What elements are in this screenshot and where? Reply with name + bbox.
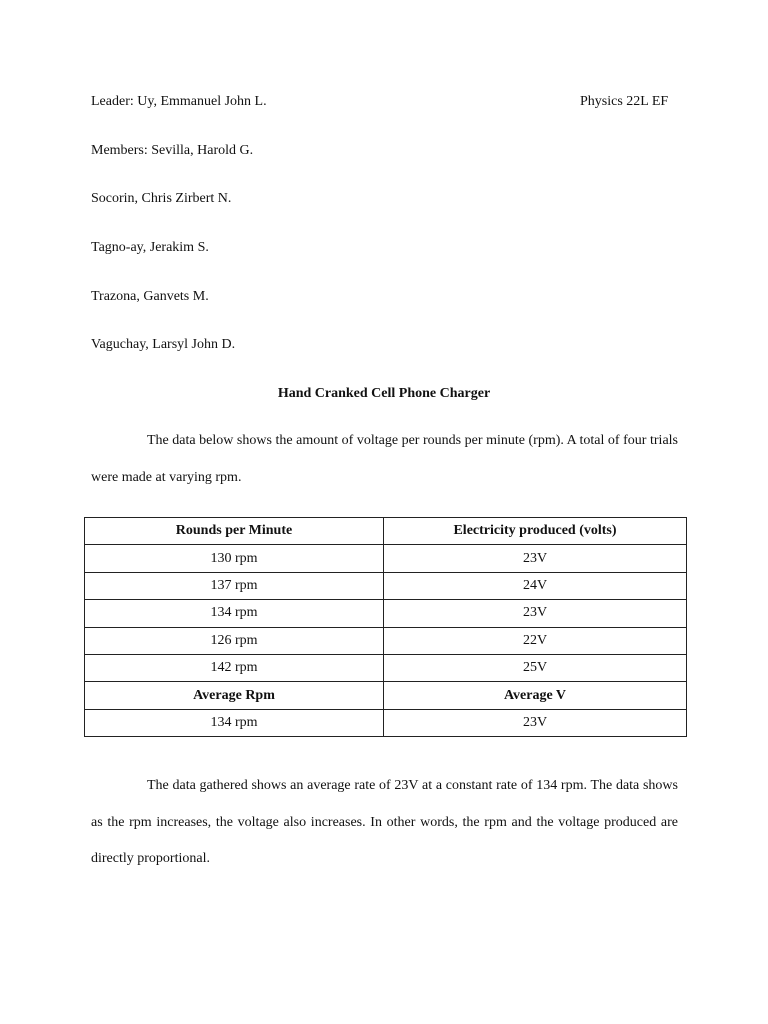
table-summary-header-row — [85, 682, 687, 709]
member-line: Tagno-ay, Jerakim S. — [91, 240, 209, 255]
table-cell-rpm: 134 rpm — [85, 600, 384, 627]
data-table — [84, 517, 687, 737]
intro-paragraph — [91, 423, 678, 496]
document-title: Hand Cranked Cell Phone Charger — [277, 386, 491, 401]
table-row — [85, 600, 687, 627]
table-header-cell: Rounds per Minute — [85, 518, 384, 545]
table-cell-rpm: 137 rpm — [85, 572, 384, 599]
average-volts-value: 23V — [384, 709, 687, 736]
leader-line: Leader: Uy, Emmanuel John L. — [91, 94, 267, 109]
member-line: Socorin, Chris Zirbert N. — [91, 191, 232, 206]
conclusion-text: The data gathered shows an average rate of 23V at a constant rate of 134 rpm. The data shows as the rpm increases, the voltage also increases. In other words, the rpm and the voltage produced are directly proportional. — [91, 778, 678, 866]
table-cell-volts: 24V — [384, 572, 687, 599]
table-cell-volts: 22V — [384, 627, 687, 654]
member-line: Members: Sevilla, Harold G. — [91, 143, 254, 158]
table-cell-volts: 25V — [384, 654, 687, 681]
intro-text: The data below shows the amount of voltage per rounds per minute (rpm). A total of four trials were made at varying rpm. — [91, 433, 678, 485]
table-header-cell: Electricity produced (volts) — [384, 518, 687, 545]
table-header-row — [85, 518, 687, 545]
average-volts-header: Average V — [384, 682, 687, 709]
table-summary-row — [85, 709, 687, 736]
table-cell-volts: 23V — [384, 545, 687, 572]
conclusion-paragraph — [91, 768, 678, 878]
average-rpm-header: Average Rpm — [85, 682, 384, 709]
table-cell-rpm: 126 rpm — [85, 627, 384, 654]
table-cell-rpm: 142 rpm — [85, 654, 384, 681]
table-cell-rpm: 130 rpm — [85, 545, 384, 572]
member-line: Vaguchay, Larsyl John D. — [91, 337, 236, 352]
member-line: Trazona, Ganvets M. — [91, 289, 209, 304]
table-cell-volts: 23V — [384, 600, 687, 627]
table-row — [85, 654, 687, 681]
table-row — [85, 545, 687, 572]
course-label: Physics 22L EF — [580, 94, 669, 109]
table-row — [85, 572, 687, 599]
average-rpm-value: 134 rpm — [85, 709, 384, 736]
table-row — [85, 627, 687, 654]
